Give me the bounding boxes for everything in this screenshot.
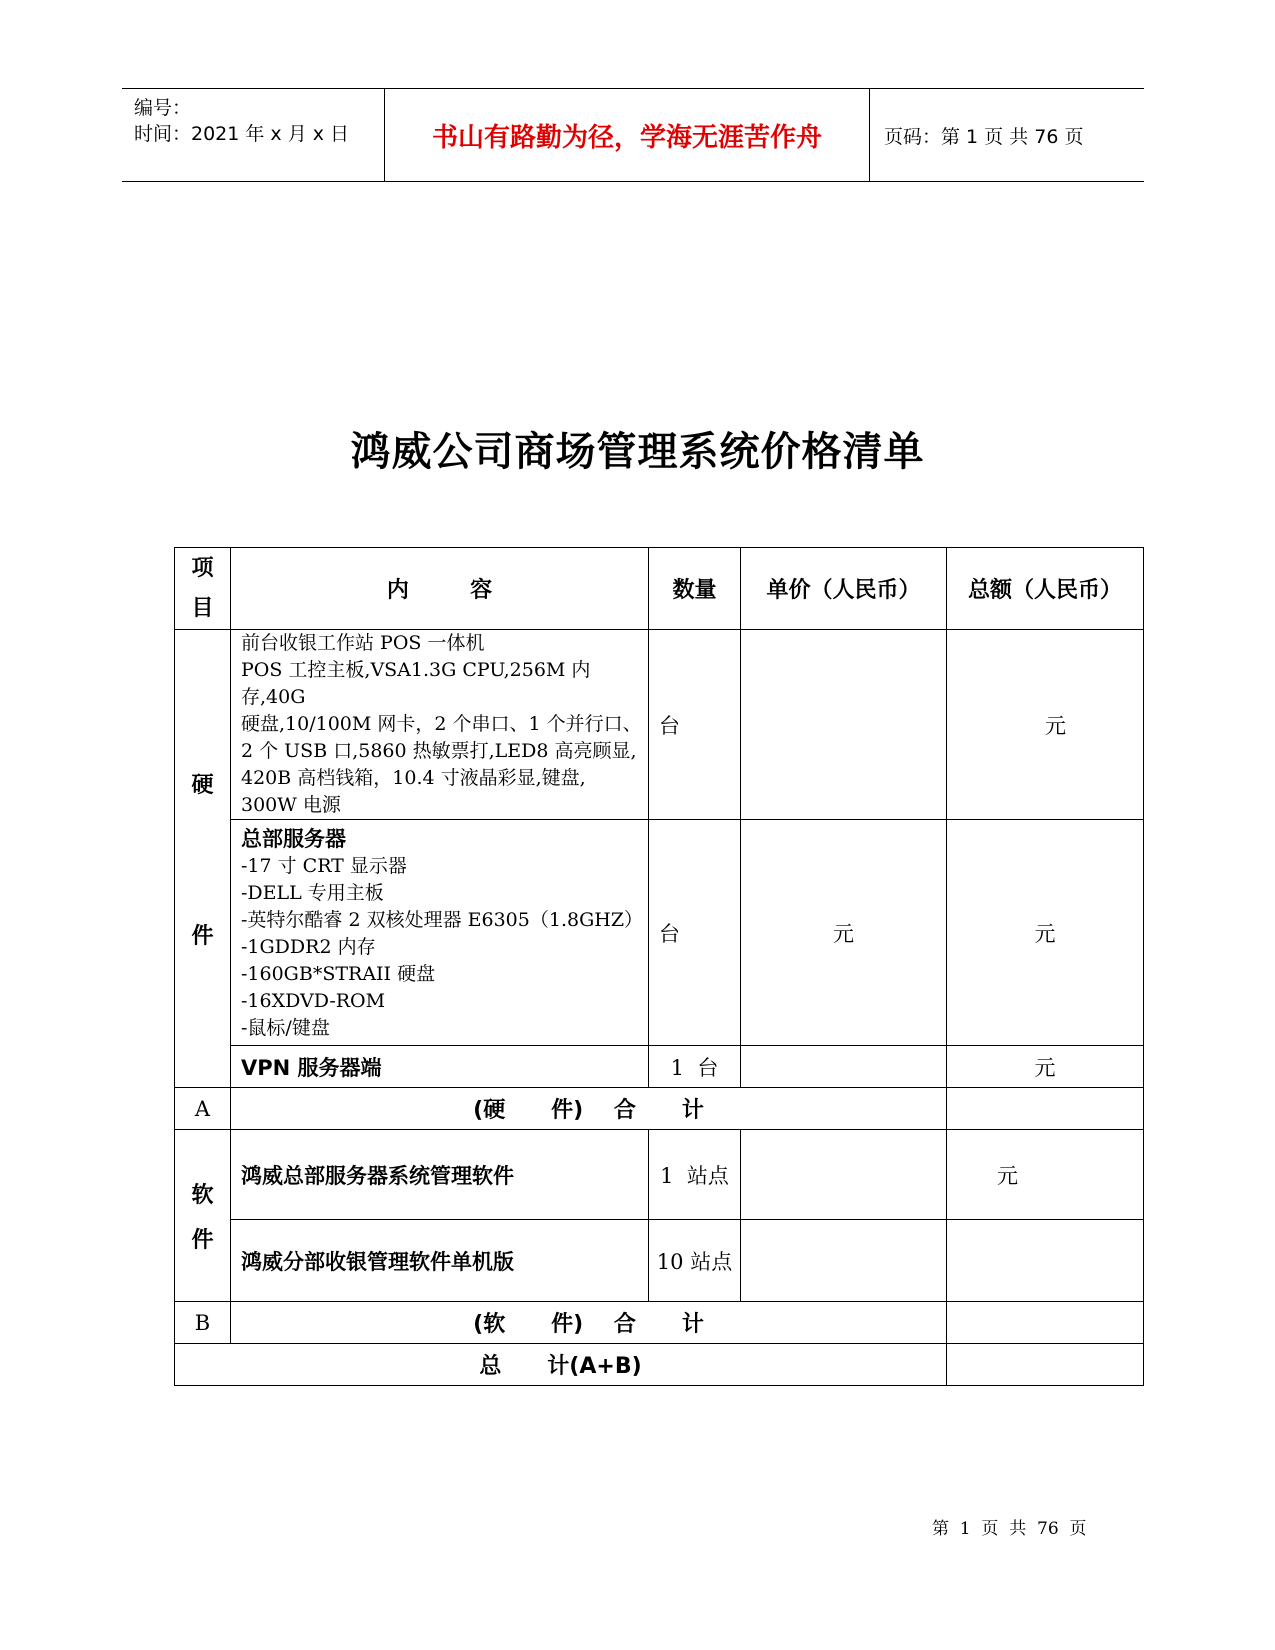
pos-spec-line: 2 个 USB 口,5860 热敏票打,LED8 高亮顾显, (241, 740, 637, 762)
server-spec-line: -DELL 专用主板 (241, 882, 384, 904)
page-footer: 第 1 页 共 76 页 (932, 1519, 1087, 1539)
software-branch-quantity: 10 站点 (649, 1220, 741, 1302)
software-category-line1: 软 (191, 1182, 214, 1208)
pos-spec-line: POS 工控主板,VSA1.3G CPU,256M 内存,40G (241, 659, 591, 708)
software-hq-total: 元 (947, 1130, 1144, 1220)
server-item-title: 总部服务器 (241, 827, 346, 851)
document-number: 编号： (134, 97, 192, 119)
pos-quantity: 台 (649, 630, 741, 820)
vpn-quantity: 1 台 (649, 1046, 741, 1088)
price-table (174, 547, 1144, 1386)
header-content (231, 548, 649, 630)
header-motto: 书山有路勤为径，学海无涯苦作舟 (384, 89, 870, 181)
table-row (175, 1220, 1144, 1302)
software-subtotal-value (947, 1302, 1144, 1344)
software-branch-unit-price (741, 1220, 947, 1302)
software-branch-total (947, 1220, 1144, 1302)
server-unit-price: 元 (741, 820, 947, 1046)
header-item (175, 548, 231, 630)
pos-item-title: 前台收银工作站 POS 一体机 (241, 632, 485, 654)
header-item-line1: 项 (191, 555, 214, 581)
pos-spec-line: 300W 电源 (241, 794, 341, 816)
software-category (175, 1130, 231, 1302)
server-spec-line: -1GDDR2 内存 (241, 936, 376, 958)
software-subtotal-row (175, 1302, 1144, 1344)
header-content-label: 内 容 (386, 578, 493, 603)
hardware-subtotal-row (175, 1088, 1144, 1130)
table-row (175, 820, 1144, 1046)
server-spec-line: -17 寸 CRT 显示器 (241, 855, 407, 877)
server-quantity: 台 (649, 820, 741, 1046)
software-hq-quantity: 1 站点 (649, 1130, 741, 1220)
software-hq-title: 鸿威总部服务器系统管理软件 (231, 1130, 649, 1220)
header-page-info: 页码：第 1 页 共 76 页 (884, 125, 1084, 148)
header-meta (122, 89, 384, 181)
header-unit-price: 单价（人民币） (741, 548, 947, 630)
software-hq-unit-price (741, 1130, 947, 1220)
header-item-line2: 目 (191, 595, 214, 621)
pos-total: 元 (947, 630, 1144, 820)
table-row (175, 630, 1144, 820)
table-row (175, 1130, 1144, 1220)
hardware-subtotal-letter: A (175, 1088, 231, 1130)
table-row (175, 1046, 1144, 1088)
grand-total-value (947, 1344, 1144, 1386)
pos-spec-line: 硬盘,10/100M 网卡，2 个串口、1 个并行口、 (241, 713, 642, 735)
hardware-category-line2: 件 (191, 923, 214, 949)
server-spec-line: -鼠标/键盘 (241, 1017, 330, 1039)
hardware-subtotal-label: (硬 件) 合 计 (231, 1088, 947, 1130)
pos-unit-price (741, 630, 947, 820)
vpn-unit-price (741, 1046, 947, 1088)
table-header-row (175, 548, 1144, 630)
document-title: 鸿威公司商场管理系统价格清单 (350, 429, 925, 475)
grand-total-row (175, 1344, 1144, 1386)
server-spec-line: -16XDVD-ROM (241, 990, 386, 1012)
header-quantity: 数量 (649, 548, 741, 630)
software-subtotal-label: (软 件) 合 计 (231, 1302, 947, 1344)
vpn-total: 元 (947, 1046, 1144, 1088)
pos-spec-line: 420B 高档钱箱，10.4 寸液晶彩显,键盘, (241, 767, 586, 789)
hardware-subtotal-value (947, 1088, 1144, 1130)
server-spec-line: -160GB*STRAII 硬盘 (241, 963, 436, 985)
hardware-category-line1: 硬 (191, 772, 214, 798)
page-header (122, 88, 1144, 182)
document-time: 时间：2021 年 x 月 x 日 (134, 123, 350, 145)
hardware-category (175, 630, 231, 1088)
server-item-content (231, 820, 649, 1046)
pos-item-content (231, 630, 649, 820)
software-branch-title: 鸿威分部收银管理软件单机版 (231, 1220, 649, 1302)
software-category-line2: 件 (191, 1227, 214, 1253)
software-subtotal-letter: B (175, 1302, 231, 1344)
grand-total-label: 总 计(A+B) (175, 1344, 947, 1386)
server-spec-line: -英特尔酷睿 2 双核处理器 E6305（1.8GHZ） (241, 909, 644, 931)
header-total: 总额（人民币） (947, 548, 1144, 630)
server-total: 元 (947, 820, 1144, 1046)
vpn-item-title: VPN 服务器端 (231, 1046, 649, 1088)
